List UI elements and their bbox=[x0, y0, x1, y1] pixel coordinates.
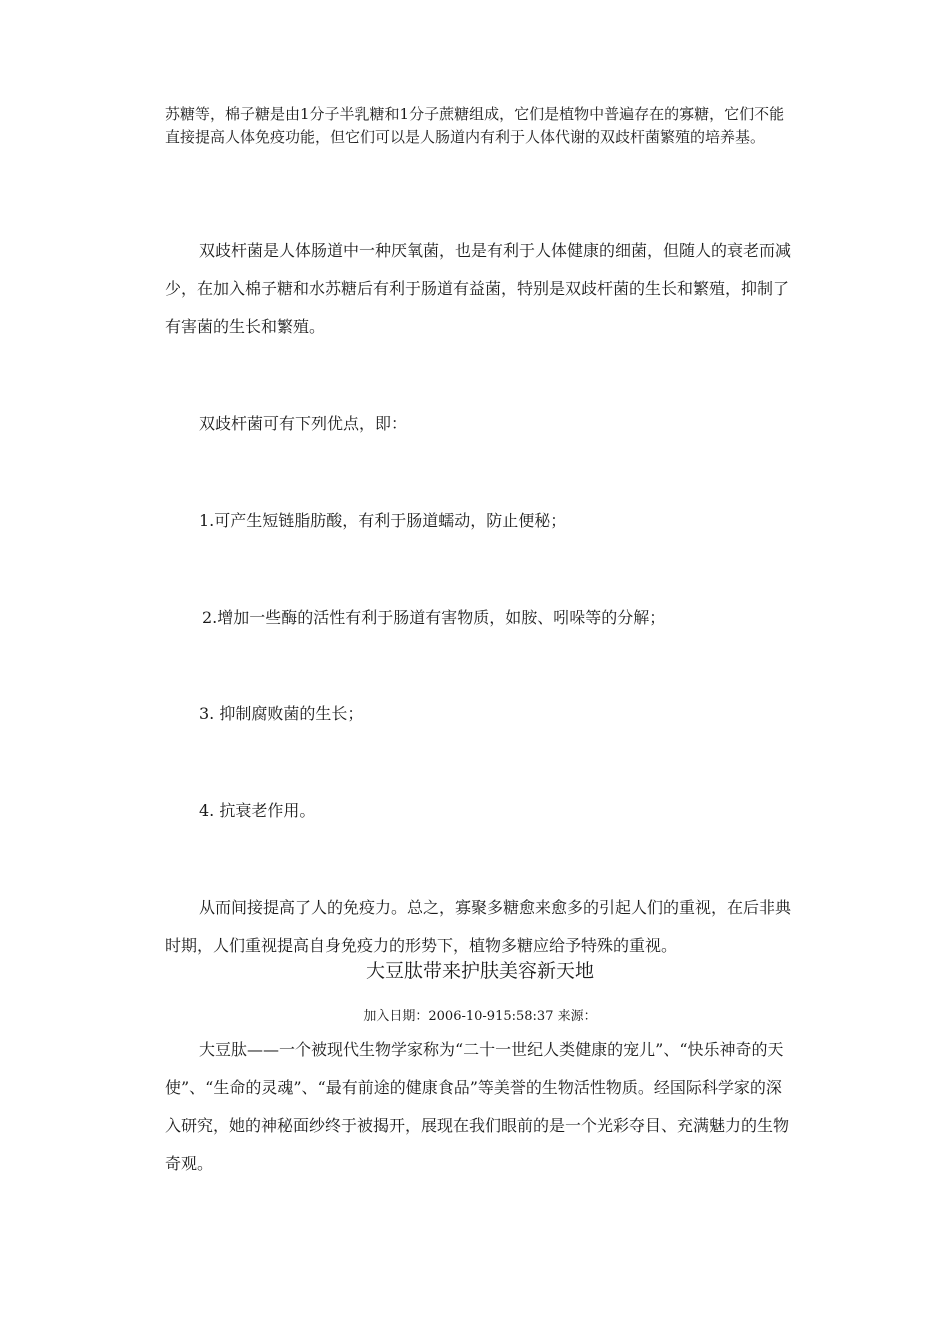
intro-paragraph: 苏糖等，棉子糖是由1分子半乳糖和1分子蔗糖组成，它们是植物中普遍存在的寡糖，它们不能直接提高人体免疫功能，但它们可以是人肠道内有利于人体代谢的双歧杆菌繁殖的培养基。 bbox=[165, 105, 785, 146]
date-label: 加入日期： bbox=[363, 1009, 429, 1024]
bifidobacteria-paragraph: 双歧杆菌是人体肠道中一种厌氧菌，也是有利于人体健康的细菌，但随人的衰老而减少，在加入棉子糖和水苏糖后有利于肠道有益菌，特别是双歧杆菌的生长和繁殖，抑制了有害菌的生长和繁殖。 bbox=[165, 241, 792, 336]
advantages-intro: 双歧杆菌可有下列优点，即： bbox=[199, 414, 408, 433]
list-item-2: 2.增加一些酶的活性有利于肠道有害物质，如胺、吲哚等的分解； bbox=[202, 608, 666, 627]
list-item-1: 1.可产生短链脂肪酸，有利于肠道蠕动，防止便秘； bbox=[199, 511, 567, 530]
source-label: 来源： bbox=[557, 1009, 597, 1024]
conclusion-paragraph: 从而间接提高了人的免疫力。总之，寡聚多糖愈来愈多的引起人们的重视，在后非典时期，人们重视提高自身免疫力的形势下，植物多糖应给予特殊的重视。 bbox=[165, 898, 792, 955]
list-item-3: 3. 抑制腐败菌的生长； bbox=[199, 704, 364, 723]
article-lead-paragraph: 大豆肽——一个被现代生物学家称为“二十一世纪人类健康的宠儿”、“快乐神奇的天使”、“生命的灵魂”、“最有前途的健康食品”等美誉的生物活性物质。经国际科学家的深入研究，她的神秘面纱终于被揭开，展现在我们眼前的是一个光彩夺目、充满魅力的生物奇观。 bbox=[165, 1040, 790, 1173]
article-title: 大豆肽带来护肤美容新天地 bbox=[365, 960, 594, 982]
date-value: 2006-10-915:58:37 bbox=[428, 1009, 554, 1024]
article-date-line bbox=[165, 1008, 795, 1026]
list-item-4: 4. 抗衰老作用。 bbox=[199, 801, 316, 820]
